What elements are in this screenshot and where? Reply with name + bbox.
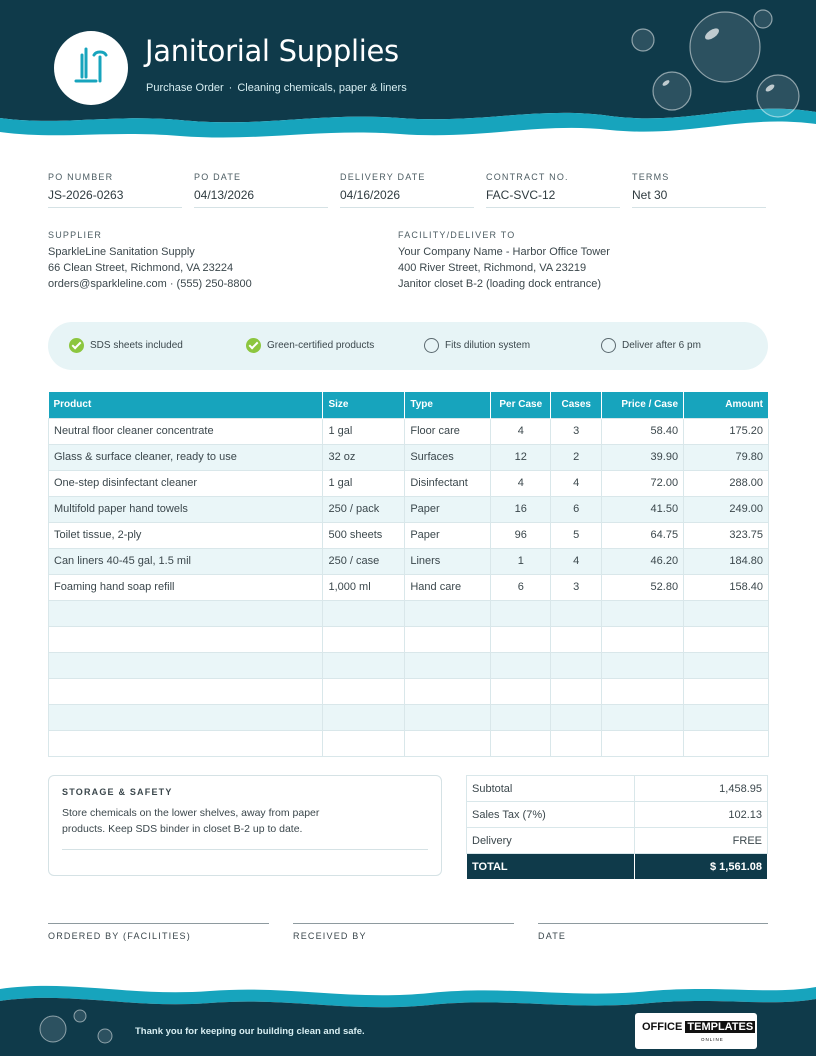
table-cell: Glass & surface cleaner, ready to use [49,444,323,470]
empty-table-cell[interactable] [49,600,323,626]
table-header-row [49,392,769,418]
date-signature-line[interactable] [538,923,768,924]
contract-label: CONTRACT NO. [486,172,569,182]
empty-table-cell[interactable] [323,600,405,626]
table-cell: Foaming hand soap refill [49,574,323,600]
table-cell: 39.90 [602,444,684,470]
facility-note: Janitor closet B-2 (loading dock entrance) [398,278,601,290]
empty-table-cell[interactable] [405,678,491,704]
empty-table-cell[interactable] [405,704,491,730]
empty-table-cell[interactable] [684,678,769,704]
contract-value: FAC-SVC-12 [486,188,556,202]
delivery-date-label: DELIVERY DATE [340,172,426,182]
empty-table-cell[interactable] [323,704,405,730]
table-row [49,444,769,470]
po-date-label: PO DATE [194,172,242,182]
po-number-value: JS-2026-0263 [48,188,124,202]
facility-address: 400 River Street, Richmond, VA 23219 [398,262,587,274]
subtitle-doc-type: Purchase Order [146,82,224,94]
empty-table-cell[interactable] [49,704,323,730]
table-cell: 52.80 [602,574,684,600]
empty-table-row [49,600,769,626]
table-cell: One-step disinfectant cleaner [49,470,323,496]
table-cell: 4 [491,418,551,444]
empty-table-cell[interactable] [602,730,684,756]
total-label: TOTAL [467,854,635,880]
empty-table-cell[interactable] [602,626,684,652]
delivery-date-field [340,172,474,208]
option-label: Green-certified products [267,340,375,351]
empty-table-cell[interactable] [684,626,769,652]
table-row [49,470,769,496]
column-header: Size [323,392,405,418]
empty-table-cell[interactable] [684,600,769,626]
empty-table-cell[interactable] [491,600,551,626]
supplier-name: SparkleLine Sanitation Supply [48,246,195,258]
empty-table-cell[interactable] [323,678,405,704]
delivery-value: FREE [635,828,768,854]
option-green-certified[interactable] [246,338,374,353]
facility-label: FACILITY/DELIVER TO [398,230,516,240]
table-cell: 1 [491,548,551,574]
option-deliver-after-6pm[interactable] [601,338,701,353]
table-cell: Disinfectant [405,470,491,496]
empty-table-row [49,626,769,652]
empty-table-cell[interactable] [684,652,769,678]
table-cell: 1 gal [323,418,405,444]
received-by-label: RECEIVED BY [293,931,367,941]
empty-table-row [49,730,769,756]
terms-value: Net 30 [632,188,668,202]
table-row [49,574,769,600]
footer-message: Thank you for keeping our building clean and safe. [135,1026,365,1037]
empty-table-cell[interactable] [491,626,551,652]
empty-table-cell[interactable] [405,652,491,678]
empty-table-cell[interactable] [405,600,491,626]
empty-table-cell[interactable] [551,730,602,756]
table-cell: 2 [551,444,602,470]
table-cell: 249.00 [684,496,769,522]
po-date-field [194,172,328,208]
table-cell: 4 [491,470,551,496]
empty-table-cell[interactable] [323,652,405,678]
table-cell: 184.80 [684,548,769,574]
facility-name: Your Company Name - Harbor Office Tower [398,246,610,258]
empty-table-cell[interactable] [684,704,769,730]
totals-table [466,775,768,880]
empty-table-cell[interactable] [491,730,551,756]
brand-word-online: ONLINE [701,1037,724,1042]
page-footer [0,975,816,1056]
page-header [0,0,816,140]
table-cell: Can liners 40-45 gal, 1.5 mil [49,548,323,574]
column-header: Product [49,392,323,418]
option-label: SDS sheets included [90,340,183,351]
table-cell: 1,000 ml [323,574,405,600]
delivery-row [467,828,768,854]
checked-icon[interactable] [69,338,84,353]
terms-label: TERMS [632,172,670,182]
tax-value: 102.13 [635,802,768,828]
empty-table-cell[interactable] [551,600,602,626]
subtitle-separator: · [228,82,233,94]
empty-table-row [49,678,769,704]
empty-table-cell[interactable] [551,704,602,730]
supplier-address: 66 Clean Street, Richmond, VA 23224 [48,262,234,274]
empty-table-cell[interactable] [405,730,491,756]
empty-table-cell[interactable] [551,626,602,652]
brand-word-office: OFFICE [642,1021,683,1033]
brand-logo [635,1013,757,1049]
ordered-by-signature-line[interactable] [48,923,269,924]
table-cell: 12 [491,444,551,470]
table-cell: 5 [551,522,602,548]
empty-table-cell[interactable] [602,704,684,730]
terms-field [632,172,766,208]
subtotal-value: 1,458.95 [635,776,768,802]
contract-field [486,172,620,208]
empty-table-cell[interactable] [684,730,769,756]
tax-row [467,802,768,828]
table-cell: 323.75 [684,522,769,548]
table-row [49,418,769,444]
option-label: Fits dilution system [445,340,531,351]
table-cell: 16 [491,496,551,522]
table-cell: 3 [551,418,602,444]
supplier-label: SUPPLIER [48,230,103,240]
empty-table-cell[interactable] [323,626,405,652]
table-cell: Multifold paper hand towels [49,496,323,522]
table-cell: 3 [551,574,602,600]
table-row [49,496,769,522]
mop-and-spray-icon [70,45,112,91]
logo-badge [54,31,128,105]
total-row [467,854,768,880]
table-row [49,522,769,548]
storage-safety-box [48,775,442,876]
option-label: Deliver after 6 pm [622,340,701,351]
table-cell: Paper [405,522,491,548]
empty-table-cell[interactable] [602,652,684,678]
empty-table-cell[interactable] [49,652,323,678]
empty-table-cell[interactable] [49,626,323,652]
order-options-bar [48,322,768,370]
table-cell: 6 [551,496,602,522]
empty-table-row [49,704,769,730]
table-cell: 1 gal [323,470,405,496]
subtotal-row [467,776,768,802]
table-cell: Surfaces [405,444,491,470]
table-cell: Liners [405,548,491,574]
table-cell: Toilet tissue, 2-ply [49,522,323,548]
storage-text: Store chemicals on the lower shelves, away from paper products. Keep SDS binder in closet B-2 up to date. [62,807,320,835]
table-cell: 158.40 [684,574,769,600]
empty-table-cell[interactable] [551,678,602,704]
table-cell: 250 / case [323,548,405,574]
table-cell: Paper [405,496,491,522]
empty-table-cell[interactable] [405,626,491,652]
option-sds-sheets[interactable] [69,338,183,353]
unchecked-icon[interactable] [424,338,439,353]
empty-table-cell[interactable] [551,652,602,678]
table-cell: 32 oz [323,444,405,470]
table-cell: 41.50 [602,496,684,522]
empty-table-cell[interactable] [491,678,551,704]
delivery-label: Delivery [467,828,635,854]
table-cell: 79.80 [684,444,769,470]
table-cell: 4 [551,548,602,574]
received-by-signature-line[interactable] [293,923,514,924]
table-cell: Neutral floor cleaner concentrate [49,418,323,444]
option-dilution-system[interactable] [424,338,530,353]
tax-label: Sales Tax (7%) [467,802,635,828]
empty-table-cell[interactable] [323,730,405,756]
table-cell: 72.00 [602,470,684,496]
table-cell: 250 / pack [323,496,405,522]
storage-label: STORAGE & SAFETY [62,787,173,797]
column-header: Per Case [491,392,551,418]
page-title: Janitorial Supplies [145,34,399,68]
subtitle-description: Cleaning chemicals, paper & liners [237,82,407,94]
divider [62,849,428,850]
table-cell: 6 [491,574,551,600]
empty-table-row [49,652,769,678]
total-value: $ 1,561.08 [635,854,768,880]
ordered-by-label: ORDERED BY (FACILITIES) [48,931,191,941]
empty-table-cell[interactable] [491,652,551,678]
subtotal-label: Subtotal [467,776,635,802]
page-subtitle [146,82,407,94]
po-number-field [48,172,182,208]
items-table [48,392,769,757]
column-header: Price / Case [602,392,684,418]
table-cell: 46.20 [602,548,684,574]
table-cell: 96 [491,522,551,548]
empty-table-cell[interactable] [491,704,551,730]
column-header: Type [405,392,491,418]
empty-table-cell[interactable] [602,600,684,626]
empty-table-cell[interactable] [602,678,684,704]
date-label: DATE [538,931,567,941]
table-cell: Floor care [405,418,491,444]
delivery-date-value: 04/16/2026 [340,188,401,202]
column-header: Cases [551,392,602,418]
table-cell: Hand care [405,574,491,600]
table-cell: 500 sheets [323,522,405,548]
empty-table-cell[interactable] [49,678,323,704]
table-cell: 58.40 [602,418,684,444]
po-number-label: PO NUMBER [48,172,114,182]
table-cell: 4 [551,470,602,496]
unchecked-icon[interactable] [601,338,616,353]
po-date-value: 04/13/2026 [194,188,255,202]
checked-icon[interactable] [246,338,261,353]
table-cell: 64.75 [602,522,684,548]
column-header: Amount [684,392,769,418]
empty-table-cell[interactable] [49,730,323,756]
table-cell: 288.00 [684,470,769,496]
brand-word-templates: TEMPLATES [687,1021,754,1033]
table-row [49,548,769,574]
table-cell: 175.20 [684,418,769,444]
supplier-contact: orders@sparkleline.com · (555) 250-8800 [48,278,252,290]
